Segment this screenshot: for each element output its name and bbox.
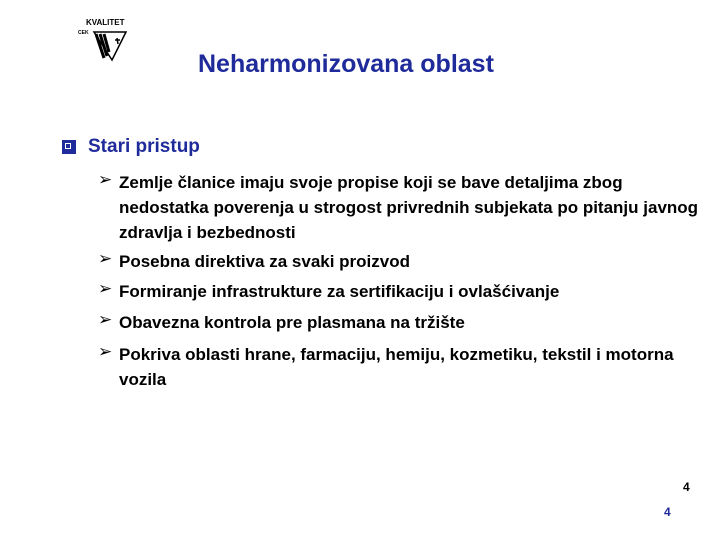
arrow-bullet-icon: ➢ xyxy=(98,249,113,268)
bullet-text: Formiranje infrastrukture za sertifikaciju i ovlašćivanje xyxy=(119,282,560,301)
bullet-text: Posebna direktiva za svaki proizvod xyxy=(119,252,411,271)
square-bullet-icon xyxy=(62,140,76,154)
bullet-text: Pokriva oblasti hrane, farmaciju, hemiju, kozmetiku, tekstil i motorna vozila xyxy=(119,345,674,389)
bullet-item xyxy=(98,170,699,245)
bullet-item xyxy=(98,342,699,392)
bullet-item xyxy=(98,279,699,304)
slide-title: Neharmonizovana oblast xyxy=(198,50,494,78)
section-heading: Stari pristup xyxy=(88,136,200,157)
bullet-text: Zemlje članice imaju svoje propise koji se bave detaljima zbog nedostatka poverenja u strogost privrednih subjekata po pitanju javnog zdravlja i bezbednosti xyxy=(119,173,699,242)
section-heading-row xyxy=(62,136,200,158)
logo-mark-icon xyxy=(78,18,134,64)
page-number: 4 xyxy=(683,480,690,494)
arrow-bullet-icon: ➢ xyxy=(98,342,113,361)
arrow-bullet-icon: ➢ xyxy=(98,310,113,329)
logo-small-text: CEK xyxy=(78,30,89,36)
logo-text: KVALITET xyxy=(86,18,125,27)
arrow-bullet-icon: ➢ xyxy=(98,279,113,298)
arrow-bullet-icon: ➢ xyxy=(98,170,113,189)
bullet-item xyxy=(98,249,699,274)
page-number-secondary: 4 xyxy=(664,505,671,519)
bullet-item xyxy=(98,310,699,335)
logo xyxy=(78,18,134,64)
bullet-text: Obavezna kontrola pre plasmana na tržište xyxy=(119,313,465,332)
